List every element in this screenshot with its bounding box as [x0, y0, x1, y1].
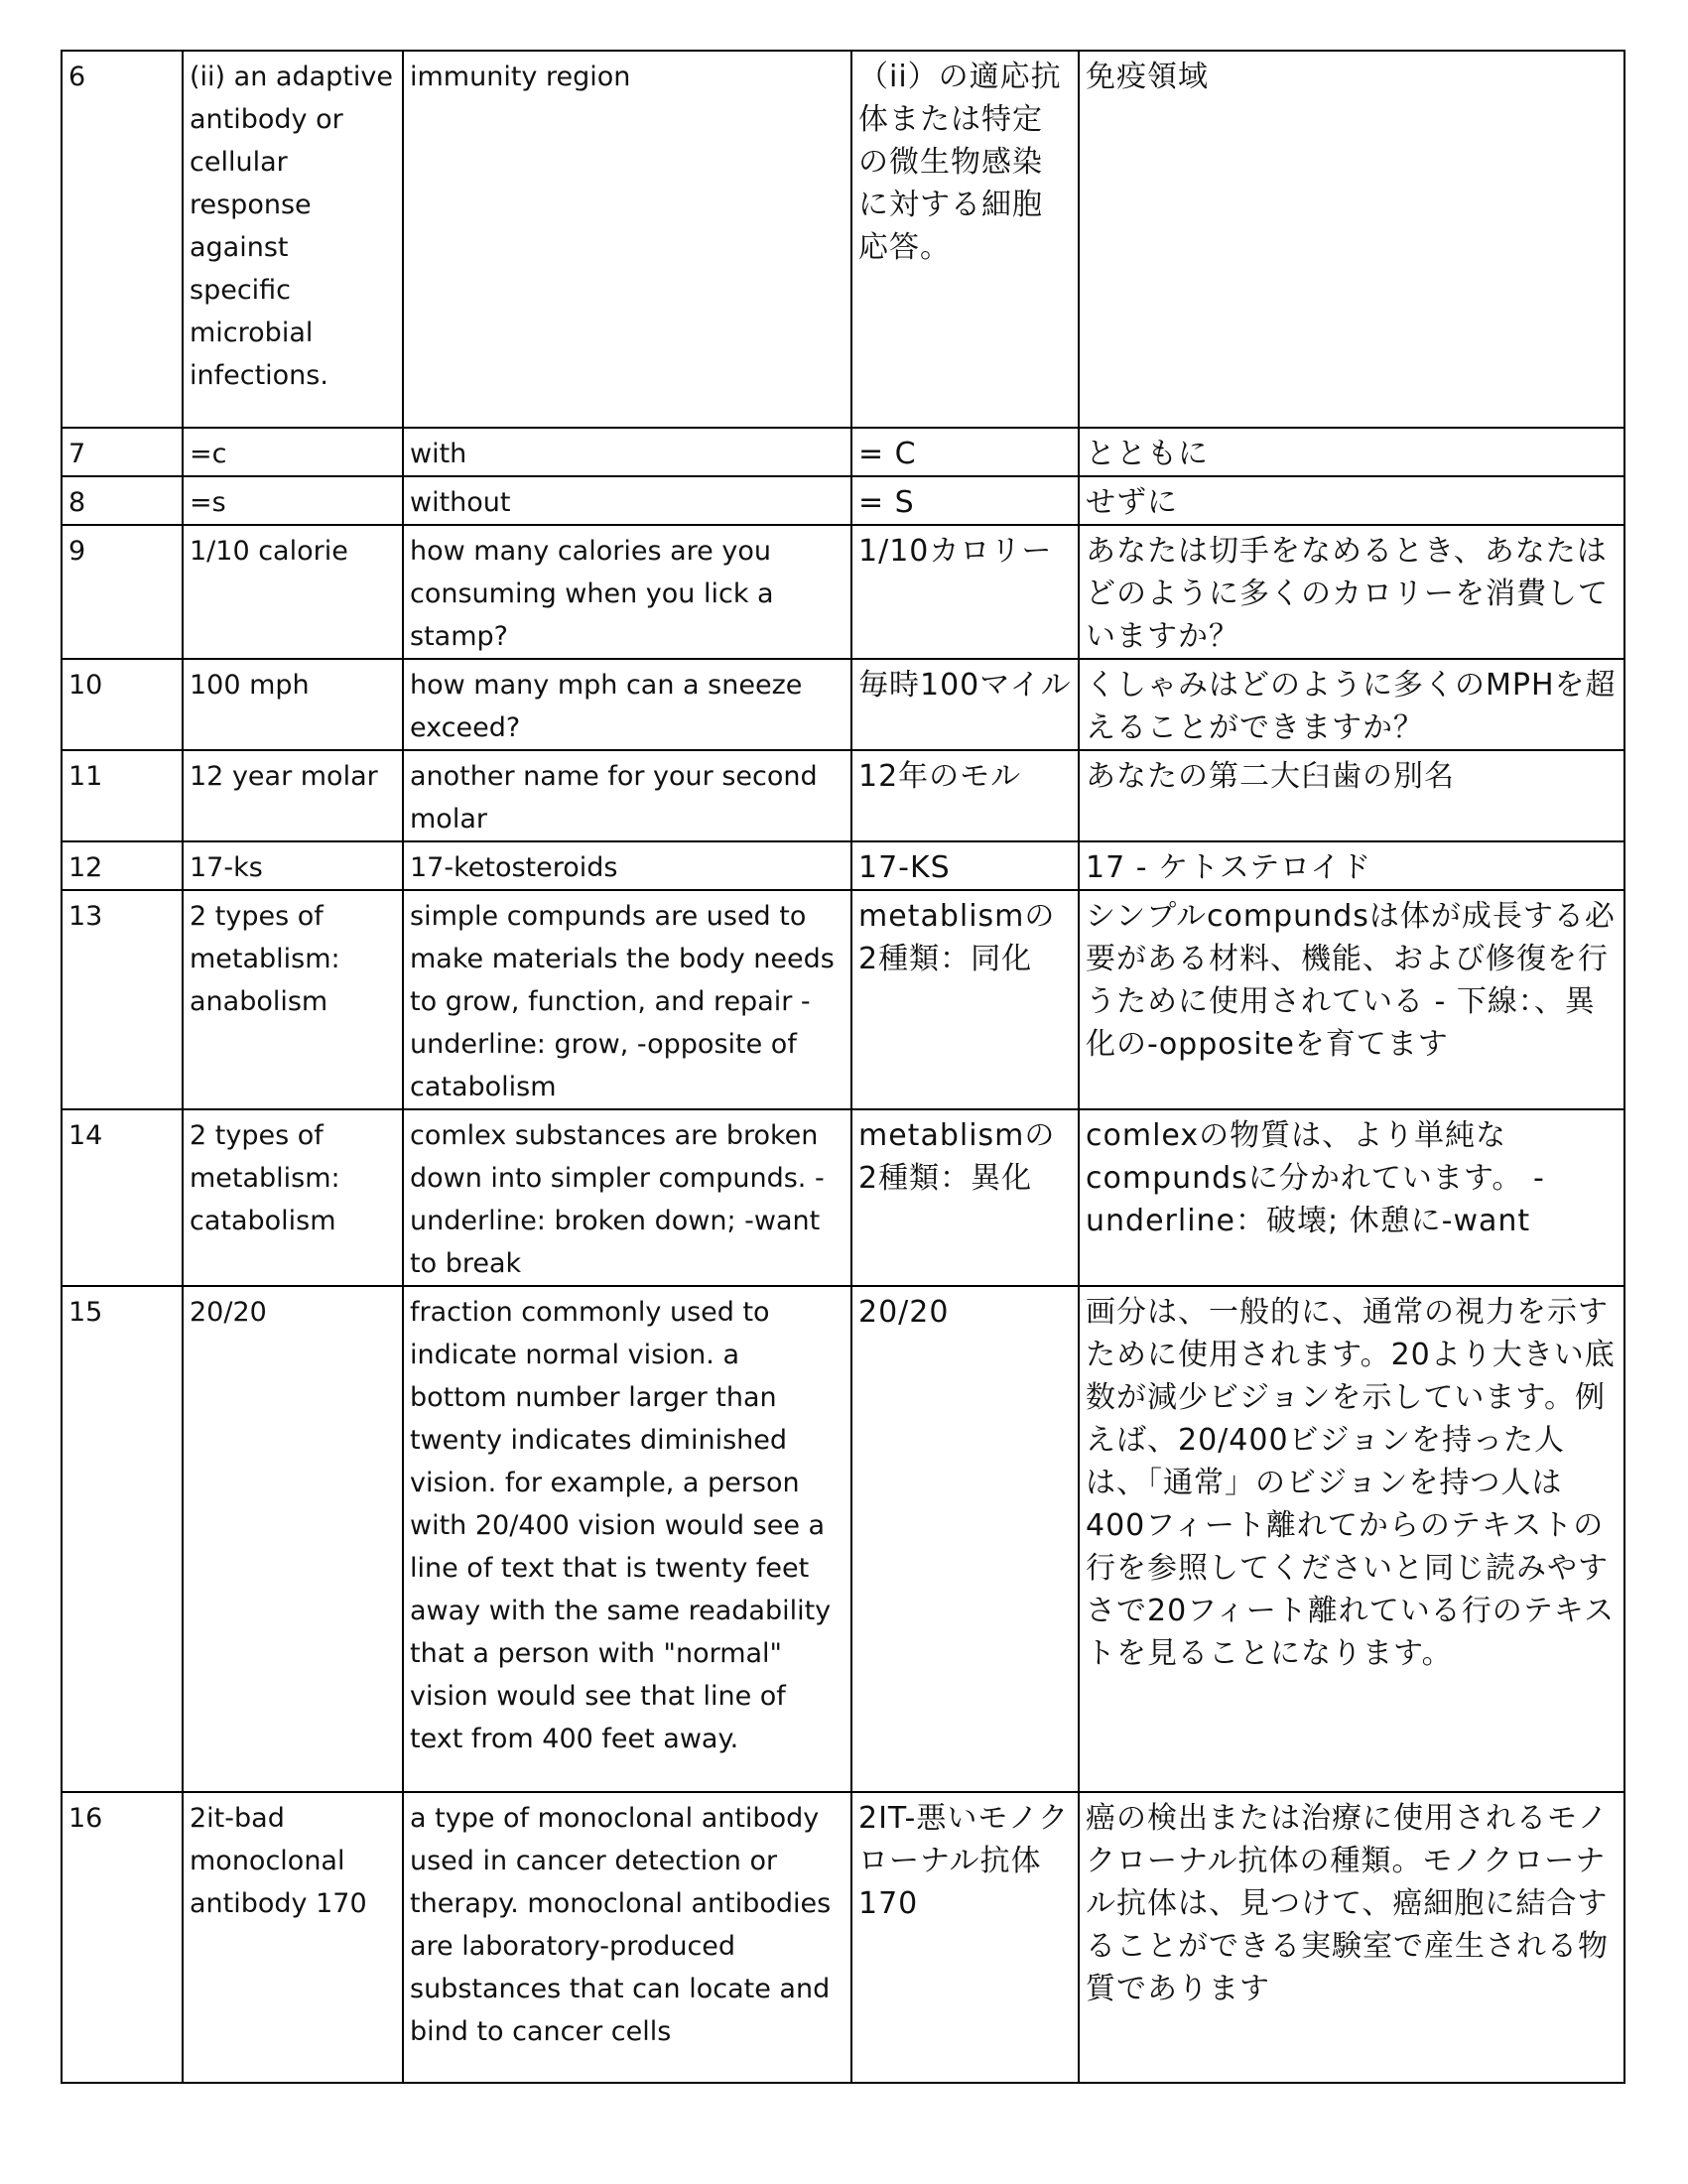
definition-ja: シンプルcompundsは体が成長する必要がある材料、機能、および修復を行うために使用されている - 下線：、異化の-oppositeを育てます: [1079, 890, 1624, 1109]
term-en: 12 year molar: [183, 750, 403, 841]
term-ja: 2IT-悪いモノクローナル抗体170: [851, 1792, 1079, 2083]
term-ja: 17-KS: [851, 841, 1079, 890]
term-en: 100 mph: [183, 659, 403, 750]
definition-ja: くしゃみはどのように多くのMPHを超えることができますか？: [1079, 659, 1624, 750]
table-row: [62, 525, 1624, 659]
table-row: [62, 750, 1624, 841]
table-row: [62, 841, 1624, 890]
table-row: [62, 428, 1624, 476]
definition-en: a type of monoclonal antibody used in cancer detection or therapy. monoclonal antibodies are laboratory-produced substances that can locate and bind to cancer cells: [403, 1792, 851, 2083]
glossary-table: [61, 50, 1625, 2084]
definition-en: how many calories are you consuming when you lick a stamp?: [403, 525, 851, 659]
definition-en: immunity region: [403, 51, 851, 428]
term-en: =s: [183, 476, 403, 525]
table-row: [62, 476, 1624, 525]
term-en: (ii) an adaptive antibody or cellular response against specific microbial infections.: [183, 51, 403, 428]
row-number: 14: [62, 1109, 183, 1286]
term-en: 2 types of metablism: anabolism: [183, 890, 403, 1109]
definition-ja: 癌の検出または治療に使用されるモノクローナル抗体の種類。モノクローナル抗体は、見つけて、癌細胞に結合することができる実験室で産生される物質であります: [1079, 1792, 1624, 2083]
term-ja: metablismの2種類：異化: [851, 1109, 1079, 1286]
table-row: [62, 1109, 1624, 1286]
term-en: =c: [183, 428, 403, 476]
definition-en: how many mph can a sneeze exceed?: [403, 659, 851, 750]
definition-ja: とともに: [1079, 428, 1624, 476]
term-ja: 1/10カロリー: [851, 525, 1079, 659]
term-ja: = C: [851, 428, 1079, 476]
definition-ja: あなたは切手をなめるとき、あなたはどのように多くのカロリーを消費していますか？: [1079, 525, 1624, 659]
term-ja: = S: [851, 476, 1079, 525]
definition-ja: comlexの物質は、より単純なcompundsに分かれています。 - underline：破壊; 休憩に-want: [1079, 1109, 1624, 1286]
table-row: [62, 1792, 1624, 2083]
term-ja: metablismの2種類：同化: [851, 890, 1079, 1109]
definition-en: comlex substances are broken down into simpler compunds. - underline: broken down; -want to break: [403, 1109, 851, 1286]
row-number: 10: [62, 659, 183, 750]
definition-en: fraction commonly used to indicate normal vision. a bottom number larger than twenty indicates diminished vision. for example, a person with 20/400 vision would see a line of text that is twenty feet away with the same readability that a person with "normal" vision would see that line of text from 400 feet away.: [403, 1286, 851, 1792]
term-ja: 20/20: [851, 1286, 1079, 1792]
table-row: [62, 890, 1624, 1109]
term-ja: （ii）の適応抗体または特定の微生物感染に対する細胞応答。: [851, 51, 1079, 428]
term-ja: 毎時100マイル: [851, 659, 1079, 750]
definition-ja: せずに: [1079, 476, 1624, 525]
row-number: 6: [62, 51, 183, 428]
definition-ja: あなたの第二大臼歯の別名: [1079, 750, 1624, 841]
term-en: 20/20: [183, 1286, 403, 1792]
row-number: 13: [62, 890, 183, 1109]
definition-ja: 免疫領域: [1079, 51, 1624, 428]
term-en: 17-ks: [183, 841, 403, 890]
row-number: 7: [62, 428, 183, 476]
definition-en: 17-ketosteroids: [403, 841, 851, 890]
definition-en: without: [403, 476, 851, 525]
term-en: 1/10 calorie: [183, 525, 403, 659]
row-number: 16: [62, 1792, 183, 2083]
term-en: 2 types of metablism: catabolism: [183, 1109, 403, 1286]
table-row: [62, 659, 1624, 750]
term-ja: 12年のモル: [851, 750, 1079, 841]
row-number: 8: [62, 476, 183, 525]
definition-en: with: [403, 428, 851, 476]
definition-en: another name for your second molar: [403, 750, 851, 841]
definition-ja: 画分は、一般的に、通常の視力を示すために使用されます。20より大きい底数が減少ビジョンを示しています。例えば、20/400ビジョンを持った人は、「通常」のビジョンを持つ人は400フィート離れてからのテキストの行を参照してくださいと同じ読みやすさで20フィート離れている行のテキストを見ることになります。: [1079, 1286, 1624, 1792]
term-en: 2it-bad monoclonal antibody 170: [183, 1792, 403, 2083]
row-number: 9: [62, 525, 183, 659]
definition-ja: 17 - ケトステロイド: [1079, 841, 1624, 890]
table-row: [62, 1286, 1624, 1792]
table-row: [62, 51, 1624, 428]
row-number: 15: [62, 1286, 183, 1792]
row-number: 12: [62, 841, 183, 890]
definition-en: simple compunds are used to make materials the body needs to grow, function, and repair - underline: grow, -opposite of catabolism: [403, 890, 851, 1109]
row-number: 11: [62, 750, 183, 841]
